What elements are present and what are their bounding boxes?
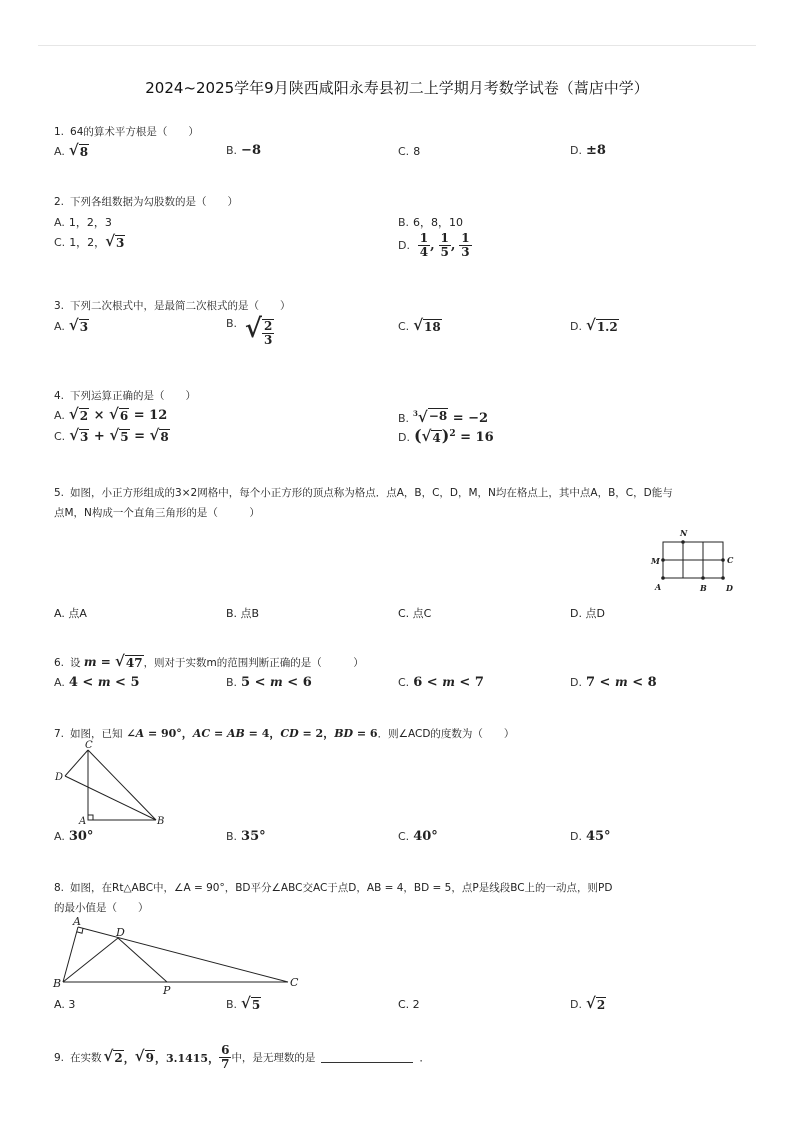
q6-option-a[interactable]: A. 4 < m < 5 bbox=[54, 675, 140, 690]
q6-option-c[interactable]: C. 6 < m < 7 bbox=[398, 675, 484, 690]
question-8-line-2: 的最小值是（ ） bbox=[54, 902, 149, 914]
question-3: 3. 下列二次根式中，是最简二次根式的是（ ） bbox=[54, 300, 291, 312]
q3-option-a[interactable]: A. √ 3 bbox=[54, 316, 89, 334]
q5-option-d[interactable]: D. 点D bbox=[570, 607, 605, 620]
q8-option-b[interactable]: B. √ 5 bbox=[226, 994, 261, 1012]
q7-option-a[interactable]: A. 30° bbox=[54, 829, 94, 844]
label-d: D bbox=[55, 772, 64, 783]
question-7: 7. 如图，已知 ∠A = 90°，AC = AB = 4，CD = 2，BD = 6．则∠ACD的度数为（ ） bbox=[54, 727, 515, 740]
page-title: 2024~2025学年9月陕西咸阳永寿县初二上学期月考数学试卷（蒿店中学） bbox=[145, 79, 649, 97]
label-c: C bbox=[85, 740, 93, 751]
q8-option-a[interactable]: A. 3 bbox=[54, 998, 76, 1011]
grid-figure bbox=[646, 527, 738, 597]
label-b: B bbox=[157, 816, 165, 827]
q6-option-d[interactable]: D. 7 < m < 8 bbox=[570, 675, 657, 690]
question-2: 2. 下列各组数据为勾股数的是（ ） bbox=[54, 196, 239, 208]
label-c: C bbox=[727, 555, 734, 565]
label-a: A bbox=[73, 915, 81, 928]
q1-option-a[interactable]: A. √ 8 bbox=[54, 141, 89, 159]
label-b: B bbox=[53, 977, 62, 990]
q2-option-b[interactable]: B. 6，8，10 bbox=[398, 216, 464, 229]
q4-option-d[interactable]: D. ( √ 4 )$^2$ = 16 bbox=[398, 426, 494, 445]
question-5-line-2: 点M，N构成一个直角三角形的是（ ） bbox=[54, 507, 260, 519]
question-1: 1. 64的算术平方根是（ ） bbox=[54, 126, 199, 138]
label-a: A bbox=[655, 582, 662, 592]
label-d: D bbox=[726, 583, 733, 593]
q2-option-c[interactable]: C. 1，2， √ 3 bbox=[54, 232, 125, 250]
fraction: $\frac{1}{3}$ bbox=[461, 231, 470, 259]
q1-option-c[interactable]: C. 8 bbox=[398, 145, 421, 158]
question-9: 9. 在实数 √ 2 ， √ 9 ，3.1415， $\frac{6}{7}$ 中，是无理数的是 ． bbox=[54, 1043, 430, 1071]
triangle-figure-8 bbox=[50, 915, 305, 997]
q4-option-c[interactable]: C. √ 3 + √ 5 = √ 8 bbox=[54, 426, 169, 444]
point-c bbox=[721, 558, 725, 562]
q1-option-d[interactable]: D. ±8 bbox=[570, 143, 606, 158]
triangle-figure-7 bbox=[52, 740, 172, 828]
point-d bbox=[721, 576, 725, 580]
q3-option-c[interactable]: C. √ 18 bbox=[398, 316, 441, 334]
fraction: $\frac{1}{4}$ bbox=[419, 231, 429, 259]
q8-option-c[interactable]: C. 2 bbox=[398, 998, 420, 1011]
label-d: D bbox=[116, 926, 125, 939]
q5-option-b[interactable]: B. 点B bbox=[226, 607, 260, 620]
q5-option-a[interactable]: A. 点A bbox=[54, 607, 87, 620]
answer-blank[interactable] bbox=[321, 1052, 413, 1063]
label-p: P bbox=[163, 984, 171, 997]
q7-option-c[interactable]: C. 40° bbox=[398, 829, 438, 844]
question-6: 6. 设 m = √ 47 ，则对于实数m的范围判断正确的是（ ） bbox=[54, 652, 364, 670]
point-m bbox=[661, 558, 665, 562]
question-8: 8. 如图，在Rt△ABC中，∠A = 90°，BD平分∠ABC交AC于点D，AB = 4，BD = 5，点P是线段BC上的一动点，则PD bbox=[54, 882, 613, 894]
q8-option-d[interactable]: D. √ 2 bbox=[570, 994, 606, 1012]
q2-option-a[interactable]: A. 1，2，3 bbox=[54, 216, 112, 229]
header-rule bbox=[38, 45, 756, 46]
q4-option-a[interactable]: A. √ 2 × √ 6 = 12 bbox=[54, 405, 168, 423]
q6-option-b[interactable]: B. 5 < m < 6 bbox=[226, 675, 312, 690]
label-a: A bbox=[79, 816, 87, 827]
label-n: N bbox=[680, 528, 688, 538]
question-4: 4. 下列运算正确的是（ ） bbox=[54, 390, 197, 402]
q2-option-d[interactable]: D. $\frac{1}{4}$ , $\frac{1}{5}$ , $\frac{1}{3}$ bbox=[398, 231, 470, 259]
q3-option-b[interactable]: B. √ $\frac{2}{3}$ bbox=[226, 314, 273, 347]
label-b: B bbox=[700, 583, 707, 593]
q4-option-b[interactable]: B. $^3$√ −8 = −2 bbox=[398, 408, 489, 426]
q5-option-c[interactable]: C. 点C bbox=[398, 607, 432, 620]
point-n bbox=[681, 540, 685, 544]
q1-option-b[interactable]: B. −8 bbox=[226, 143, 261, 158]
label-c: C bbox=[290, 976, 299, 989]
q7-option-d[interactable]: D. 45° bbox=[570, 829, 611, 844]
question-5: 5. 如图，小正方形组成的3×2网格中，每个小正方形的顶点称为格点．点A，B，C，D，M，N均在格点上，其中点A，B，C，D能与 bbox=[54, 487, 673, 499]
point-b bbox=[701, 576, 705, 580]
point-a bbox=[661, 576, 665, 580]
fraction: $\frac{1}{5}$ bbox=[440, 231, 449, 259]
q7-option-b[interactable]: B. 35° bbox=[226, 829, 266, 844]
label-m: M bbox=[651, 556, 660, 566]
q3-option-d[interactable]: D. √ 1.2 bbox=[570, 316, 618, 334]
